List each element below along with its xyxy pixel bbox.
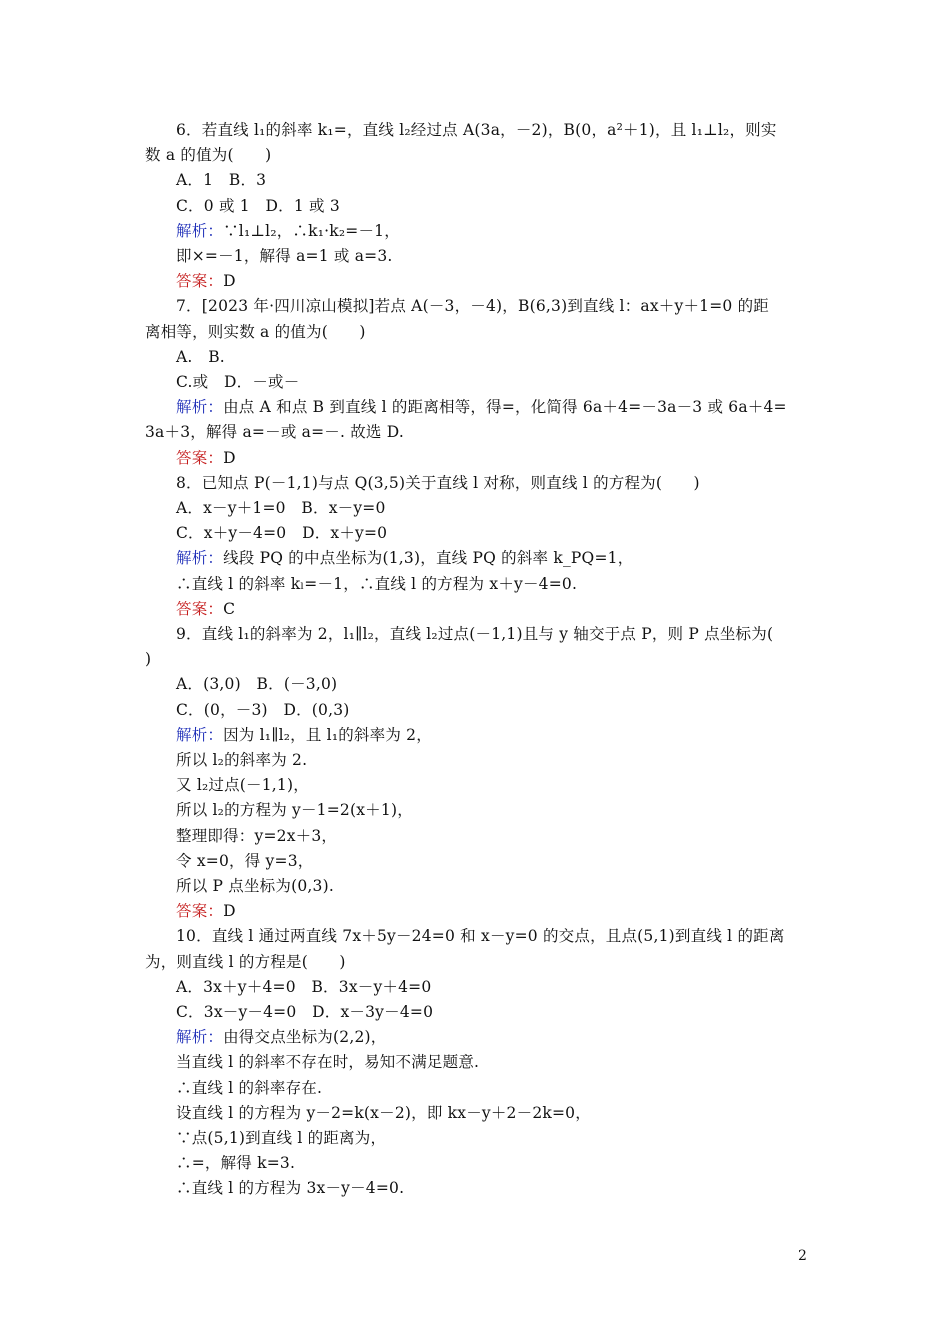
line-text: ∴直线 l 的方程为 3x－y－4=0. [176, 1179, 405, 1198]
line-text: 所以 l₂的斜率为 2. [176, 751, 308, 769]
text-line [176, 723, 810, 748]
text-line [176, 773, 810, 798]
line-text: 因为 l₁∥l₂，且 l₁的斜率为 2， [223, 725, 432, 744]
answer-label: 答案： [176, 599, 224, 618]
line-text: A．x－y＋1=0 B．x－y=0 [176, 499, 386, 517]
line-text: 又 l₂过点(－1,1)， [176, 776, 309, 795]
text-line [176, 899, 810, 924]
text-line [176, 194, 810, 219]
text-line [176, 924, 810, 949]
text-line [176, 219, 810, 244]
text-line [176, 1176, 810, 1201]
line-text: 6．若直线 l₁的斜率 k₁=，直线 l₂经过点 A(3a，－2)，B(0，a²＋1)，且 l₁⊥l₂，则实 [176, 121, 777, 139]
text-line [145, 950, 810, 975]
text-line [176, 1151, 810, 1176]
line-text: 当直线 l 的斜率不存在时，易知不满足题意. [176, 1053, 480, 1072]
line-text: A．(3,0) B．(－3,0) [176, 675, 338, 694]
line-text: 数 a 的值为( ) [145, 146, 272, 165]
line-text: C．0 或 1 D．1 或 3 [176, 196, 340, 215]
line-text: A．3x＋y＋4=0 B．3x－y＋4=0 [176, 977, 432, 996]
line-text: 由得交点坐标为(2,2)， [223, 1028, 387, 1047]
text-line [176, 824, 810, 849]
line-text: A．1 B．3 [176, 171, 267, 190]
text-line [145, 143, 810, 168]
text-line [176, 168, 810, 193]
line-text: 整理即得：y=2x＋3， [176, 826, 338, 845]
text-line [176, 798, 810, 823]
line-text: 离相等，则实数 a 的值为( ) [145, 322, 366, 341]
line-text: 8．已知点 P(－1,1)与点 Q(3,5)关于直线 l 对称，则直线 l 的方程为( ) [176, 473, 700, 492]
line-text: 7．[2023 年·四川凉山模拟]若点 A(－3，－4)，B(6,3)到直线 l：ax＋y＋1=0 的距 [176, 297, 769, 316]
text-line [145, 647, 810, 672]
text-line [176, 1000, 810, 1025]
text-line [176, 370, 810, 395]
line-text: ∴直线 l 的斜率存在. [176, 1078, 323, 1097]
line-text: D [223, 448, 236, 467]
text-line [176, 471, 810, 496]
text-line [176, 269, 810, 294]
text-line [176, 521, 810, 546]
text-line [176, 1101, 810, 1126]
line-text: ∵点(5,1)到直线 l 的距离为， [176, 1129, 387, 1147]
text-line [176, 446, 810, 471]
line-text: 3a＋3，解得 a=－或 a=－. 故选 D. [145, 423, 404, 442]
text-line [176, 622, 810, 647]
text-line [176, 1050, 810, 1075]
analysis-label: 解析： [176, 221, 224, 240]
text-line [176, 572, 810, 597]
line-text: 即×=－1，解得 a=1 或 a=3. [176, 247, 393, 265]
line-text: A. B. [176, 347, 225, 366]
answer-label: 答案： [176, 448, 224, 467]
line-text: 9．直线 l₁的斜率为 2，l₁∥l₂，直线 l₂过点(－1,1)且与 y 轴交于点 P，则 P 点坐标为( [176, 625, 774, 643]
line-text: ∴直线 l 的斜率 kₗ=－1，∴直线 l 的方程为 x＋y－4=0. [176, 574, 578, 593]
line-text: 线段 PQ 的中点坐标为(1,3)，直线 PQ 的斜率 k_PQ=1， [223, 549, 634, 568]
text-line [176, 597, 810, 622]
line-text: ∵l₁⊥l₂，∴k₁·k₂=－1， [223, 221, 400, 240]
text-line [176, 496, 810, 521]
text-line [176, 698, 810, 723]
line-text: 由点 A 和点 B 到直线 l 的距离相等，得=，化简得 6a＋4=－3a－3 或 6a＋4= [223, 398, 787, 417]
line-text: C．(0，－3) D．(0,3) [176, 700, 350, 719]
text-line [176, 395, 810, 420]
analysis-label: 解析： [176, 549, 224, 568]
line-text: 为，则直线 l 的方程是( ) [145, 952, 346, 971]
text-line [145, 420, 810, 445]
answer-label: 答案： [176, 272, 224, 291]
text-line [176, 874, 810, 899]
line-text: ) [145, 650, 152, 669]
analysis-label: 解析： [176, 398, 224, 417]
answer-label: 答案： [176, 902, 224, 921]
line-text: 10．直线 l 通过两直线 7x＋5y－24=0 和 x－y=0 的交点，且点(5,1)到直线 l 的距离 [176, 927, 785, 946]
analysis-label: 解析： [176, 1028, 224, 1047]
text-line [176, 1076, 810, 1101]
text-line [176, 975, 810, 1000]
text-line [176, 1025, 810, 1050]
text-line [176, 672, 810, 697]
line-text: D [223, 902, 236, 921]
line-text: 设直线 l 的方程为 y－2=k(x－2)，即 kx－y＋2－2k=0， [176, 1103, 591, 1122]
text-line [176, 118, 810, 143]
line-text: ∴=，解得 k=3. [176, 1154, 296, 1173]
line-text: C.或 D．－或－ [176, 373, 300, 391]
analysis-label: 解析： [176, 725, 224, 744]
line-text: C．x＋y－4=0 D．x＋y=0 [176, 524, 388, 543]
text-line [176, 748, 810, 773]
text-line [145, 320, 810, 345]
line-text: C [223, 599, 236, 618]
text-line [176, 546, 810, 571]
line-text: 所以 l₂的方程为 y－1=2(x＋1)， [176, 801, 413, 820]
line-text: 所以 P 点坐标为(0,3). [176, 877, 334, 895]
line-text: C．3x－y－4=0 D．x－3y－4=0 [176, 1003, 434, 1021]
text-line [176, 244, 810, 269]
page-number: 2 [798, 1248, 807, 1264]
text-line [176, 345, 810, 370]
line-text: D [223, 272, 236, 291]
line-text: 令 x=0，得 y=3， [176, 851, 314, 870]
text-line [176, 1126, 810, 1151]
text-line [176, 294, 810, 319]
text-line [176, 849, 810, 874]
